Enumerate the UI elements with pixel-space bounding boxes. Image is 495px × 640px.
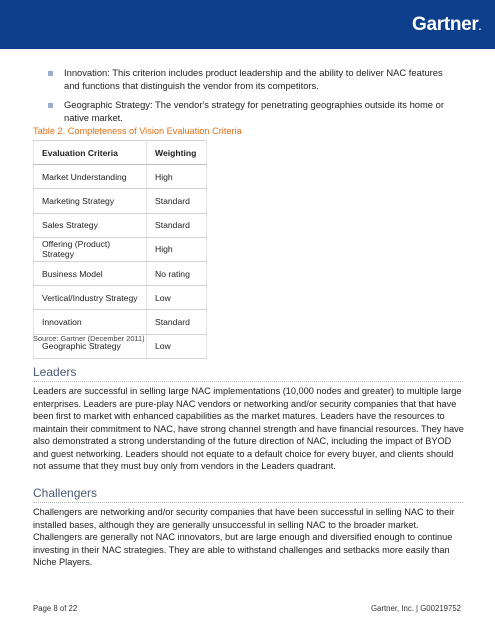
evaluation-criteria-table — [33, 140, 207, 359]
gartner-logo: Gartner. — [411, 14, 481, 35]
section-divider — [33, 381, 463, 382]
section-divider — [33, 502, 463, 503]
criteria-cell: Market Understanding — [34, 165, 147, 189]
criteria-cell: Marketing Strategy — [34, 189, 147, 213]
bullet-square-icon — [48, 71, 53, 76]
table-row — [34, 165, 207, 189]
section-body-leaders: Leaders are successful in selling large NAC implementations (10,000 nodes and greater) to multiple large enterprises. Leaders are pure-play NAC vendors or networking and/or security companies that that have been first to market with enhanced capabilities as the market matures. Leaders have the resources to maintain their commitment to NAC, have strong channel strength and have financial resources. They have also demonstrated a strong understanding of the future direction of NAC, including the impact of BYOD and guest networking. Leaders should not equate to a default choice for every buyer, and clients should not assume that they must buy only from vendors in the Leaders quadrant. — [33, 386, 464, 471]
table-row — [34, 261, 207, 285]
criteria-cell: Vertical/Industry Strategy — [34, 286, 147, 310]
table-header-row — [34, 141, 207, 165]
criteria-cell: Sales Strategy — [34, 213, 147, 237]
document-id: Gartner, Inc. | G00219752 — [370, 604, 461, 613]
section-heading-leaders: Leaders — [33, 365, 77, 379]
criteria-cell: Innovation — [34, 310, 147, 334]
section-body-challengers: Challengers are networking and/or security companies that have been successful in selling NAC to their installed bases, although they are generally unsuccessful in selling NAC to the broader market. Challengers are generally not NAC innovators, but are large enough and diversified enough to continue investing in their NAC strategies. They are able to withstand challenges and setbacks more easily than Niche Players. — [33, 507, 455, 567]
bullet-text: Innovation: This criterion includes product leadership and the ability to deliver NAC features and functions that distinguish the vendor from its competitors. — [64, 67, 443, 91]
weighting-cell: High — [147, 165, 207, 189]
criteria-cell: Geographic Strategy — [34, 334, 147, 358]
table-caption: Table 2. Completeness of Vision Evaluation Criteria — [33, 126, 242, 136]
list-item — [48, 67, 458, 92]
list-item — [48, 99, 458, 124]
weighting-cell: Standard — [147, 213, 207, 237]
weighting-cell: Low — [147, 334, 207, 358]
weighting-cell: No rating — [147, 261, 207, 285]
weighting-cell: Standard — [147, 310, 207, 334]
criteria-cell: Offering (Product) Strategy — [34, 237, 147, 261]
table-row — [34, 286, 207, 310]
table-source-note: Source: Gartner (December 2011) — [33, 334, 145, 343]
bullet-square-icon — [48, 103, 53, 108]
column-header-weighting: Weighting — [147, 141, 207, 165]
table-row — [34, 213, 207, 237]
criteria-cell: Business Model — [34, 261, 147, 285]
table-row — [34, 237, 207, 261]
criteria-bullet-list — [48, 67, 458, 131]
bullet-text: Geographic Strategy: The vendor's strategy for penetrating geographies outside its home or native market. — [64, 99, 444, 123]
section-heading-challengers: Challengers — [33, 486, 98, 500]
table-row — [34, 189, 207, 213]
weighting-cell: Standard — [147, 189, 207, 213]
weighting-cell: Low — [147, 286, 207, 310]
page-header-bar — [0, 0, 495, 49]
weighting-cell: High — [147, 237, 207, 261]
page-number: Page 8 of 22 — [33, 604, 78, 613]
column-header-criteria: Evaluation Criteria — [34, 141, 147, 165]
table-row — [34, 310, 207, 334]
